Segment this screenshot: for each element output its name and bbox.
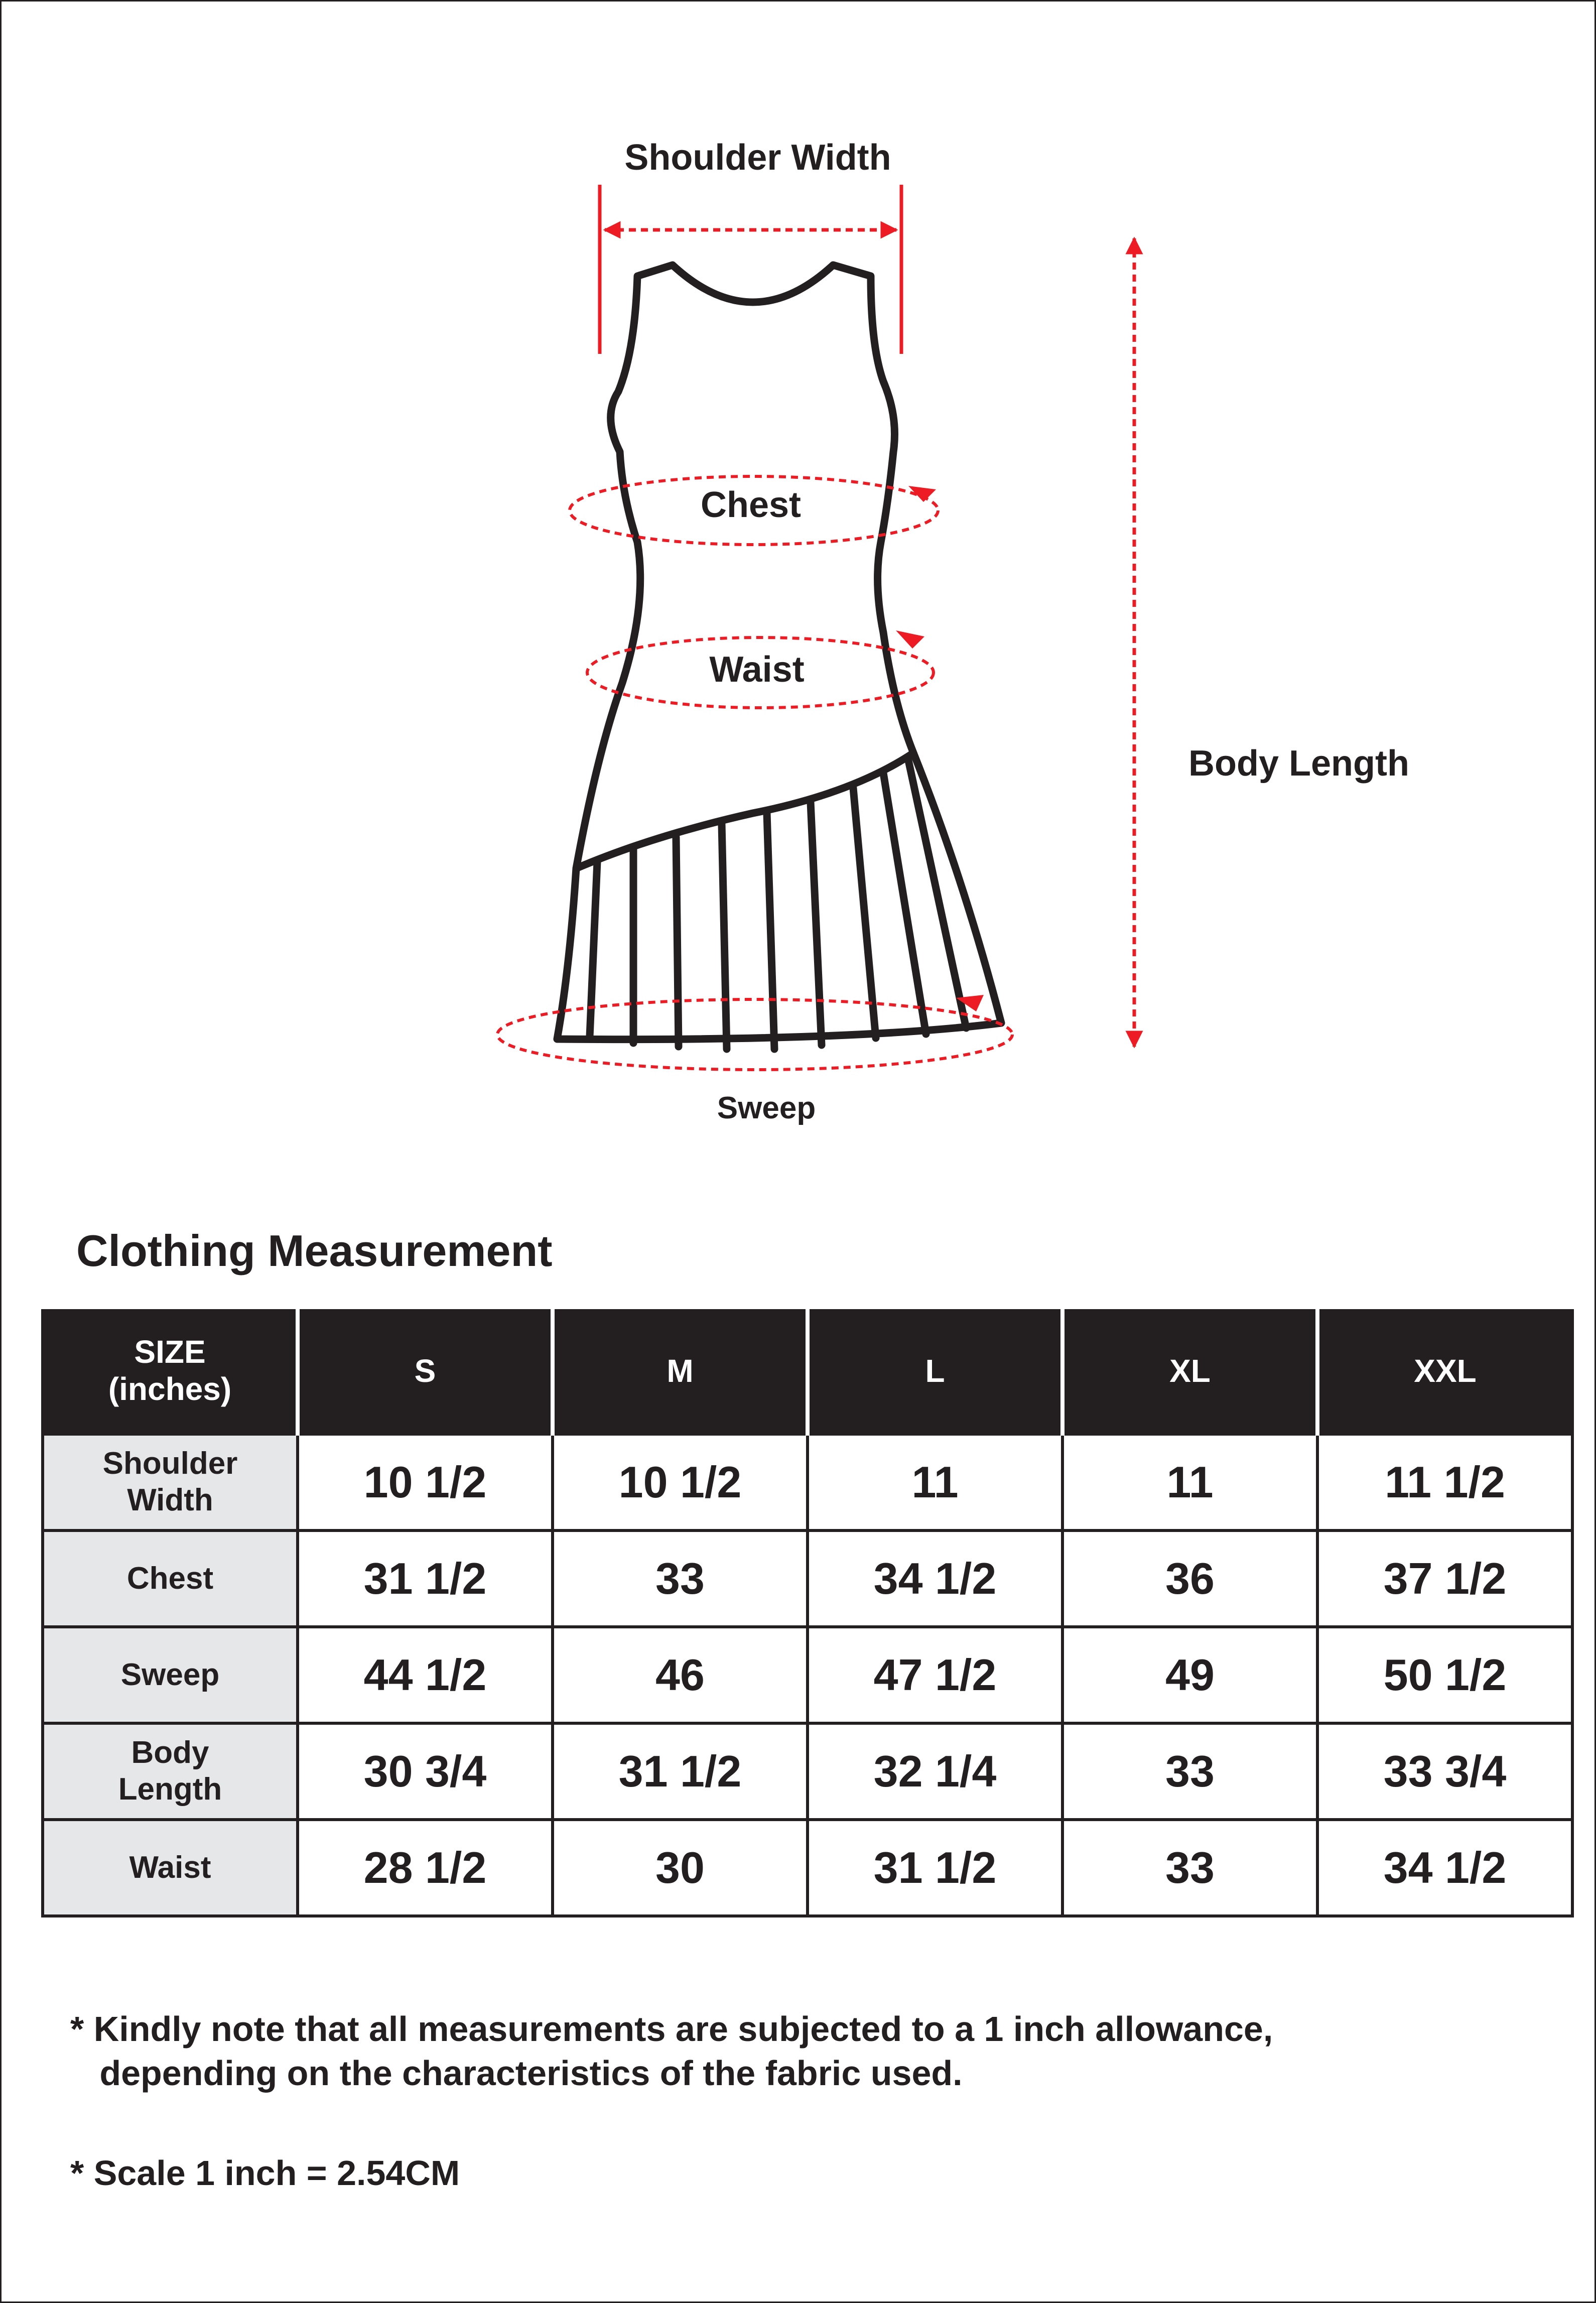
table-cell: 11 bbox=[1062, 1434, 1317, 1530]
table-cell: 33 3/4 bbox=[1317, 1723, 1572, 1820]
table-cell: 37 1/2 bbox=[1317, 1530, 1572, 1627]
waist-arrow-icon bbox=[896, 630, 924, 649]
row-label-line1: Shoulder bbox=[102, 1446, 238, 1481]
table-row-sweep bbox=[43, 1627, 1572, 1723]
row-label-line1: Body bbox=[131, 1735, 209, 1770]
table-cell: 47 1/2 bbox=[808, 1627, 1062, 1723]
waist-label: Waist bbox=[709, 650, 805, 690]
table-row-chest bbox=[43, 1530, 1572, 1627]
table-cell: 33 bbox=[1062, 1820, 1317, 1916]
row-label-chest bbox=[43, 1530, 298, 1627]
size-header-line2: (inches) bbox=[108, 1371, 232, 1407]
table-row-shoulder-width bbox=[43, 1434, 1572, 1530]
size-header-line1: SIZE bbox=[134, 1334, 206, 1370]
table-cell: 31 1/2 bbox=[298, 1530, 553, 1627]
table-cell: 33 bbox=[553, 1530, 808, 1627]
size-l-header: L bbox=[808, 1309, 1062, 1434]
size-m-header: M bbox=[553, 1309, 808, 1434]
size-xxl-header: XXL bbox=[1317, 1309, 1572, 1434]
table-cell: 30 3/4 bbox=[298, 1723, 553, 1820]
chest-label: Chest bbox=[700, 485, 802, 525]
shoulder-width-label: Shoulder Width bbox=[624, 138, 891, 178]
table-row-body-length bbox=[43, 1723, 1572, 1820]
row-label-sweep bbox=[43, 1627, 298, 1723]
size-s-header: S bbox=[298, 1309, 553, 1434]
clothing-measurement-title: Clothing Measurement bbox=[76, 1226, 553, 1275]
table-cell: 50 1/2 bbox=[1317, 1627, 1572, 1723]
table-cell: 44 1/2 bbox=[298, 1627, 553, 1723]
size-header-row bbox=[43, 1309, 1572, 1434]
table-cell: 34 1/2 bbox=[808, 1530, 1062, 1627]
row-label-line2: Width bbox=[127, 1483, 213, 1517]
row-label-line1: Sweep bbox=[120, 1657, 220, 1692]
table-row-waist bbox=[43, 1820, 1572, 1916]
table-cell: 33 bbox=[1062, 1723, 1317, 1820]
table-cell: 10 1/2 bbox=[553, 1434, 808, 1530]
body-length-label: Body Length bbox=[1188, 743, 1409, 784]
table-cell: 32 1/4 bbox=[808, 1723, 1062, 1820]
row-label-line1: Waist bbox=[129, 1850, 211, 1885]
scale-note: * Scale 1 inch = 2.54CM bbox=[70, 2153, 460, 2193]
table-cell: 10 1/2 bbox=[298, 1434, 553, 1530]
table-cell: 31 1/2 bbox=[553, 1723, 808, 1820]
row-label-shoulder-width bbox=[43, 1434, 298, 1530]
table-cell: 30 bbox=[553, 1820, 808, 1916]
table-cell: 11 bbox=[808, 1434, 1062, 1530]
size-chart-table bbox=[41, 1309, 1574, 1917]
row-label-line2: Length bbox=[118, 1772, 222, 1807]
allowance-note bbox=[70, 2007, 1273, 2095]
row-label-body-length bbox=[43, 1723, 298, 1820]
table-cell: 31 1/2 bbox=[808, 1820, 1062, 1916]
table-cell: 34 1/2 bbox=[1317, 1820, 1572, 1916]
table-cell: 49 bbox=[1062, 1627, 1317, 1723]
allowance-note-line1: * Kindly note that all measurements are subjected to a 1 inch allowance, bbox=[70, 2009, 1273, 2049]
table-cell: 28 1/2 bbox=[298, 1820, 553, 1916]
table-cell: 46 bbox=[553, 1627, 808, 1723]
row-label-line1: Chest bbox=[126, 1561, 214, 1596]
table-cell: 11 1/2 bbox=[1317, 1434, 1572, 1530]
row-label-waist bbox=[43, 1820, 298, 1916]
sweep-label: Sweep bbox=[717, 1091, 816, 1125]
allowance-note-line2: depending on the characteristics of the fabric used. bbox=[70, 2054, 963, 2093]
size-inches-header bbox=[43, 1309, 298, 1434]
size-xl-header: XL bbox=[1062, 1309, 1317, 1434]
table-cell: 36 bbox=[1062, 1530, 1317, 1627]
